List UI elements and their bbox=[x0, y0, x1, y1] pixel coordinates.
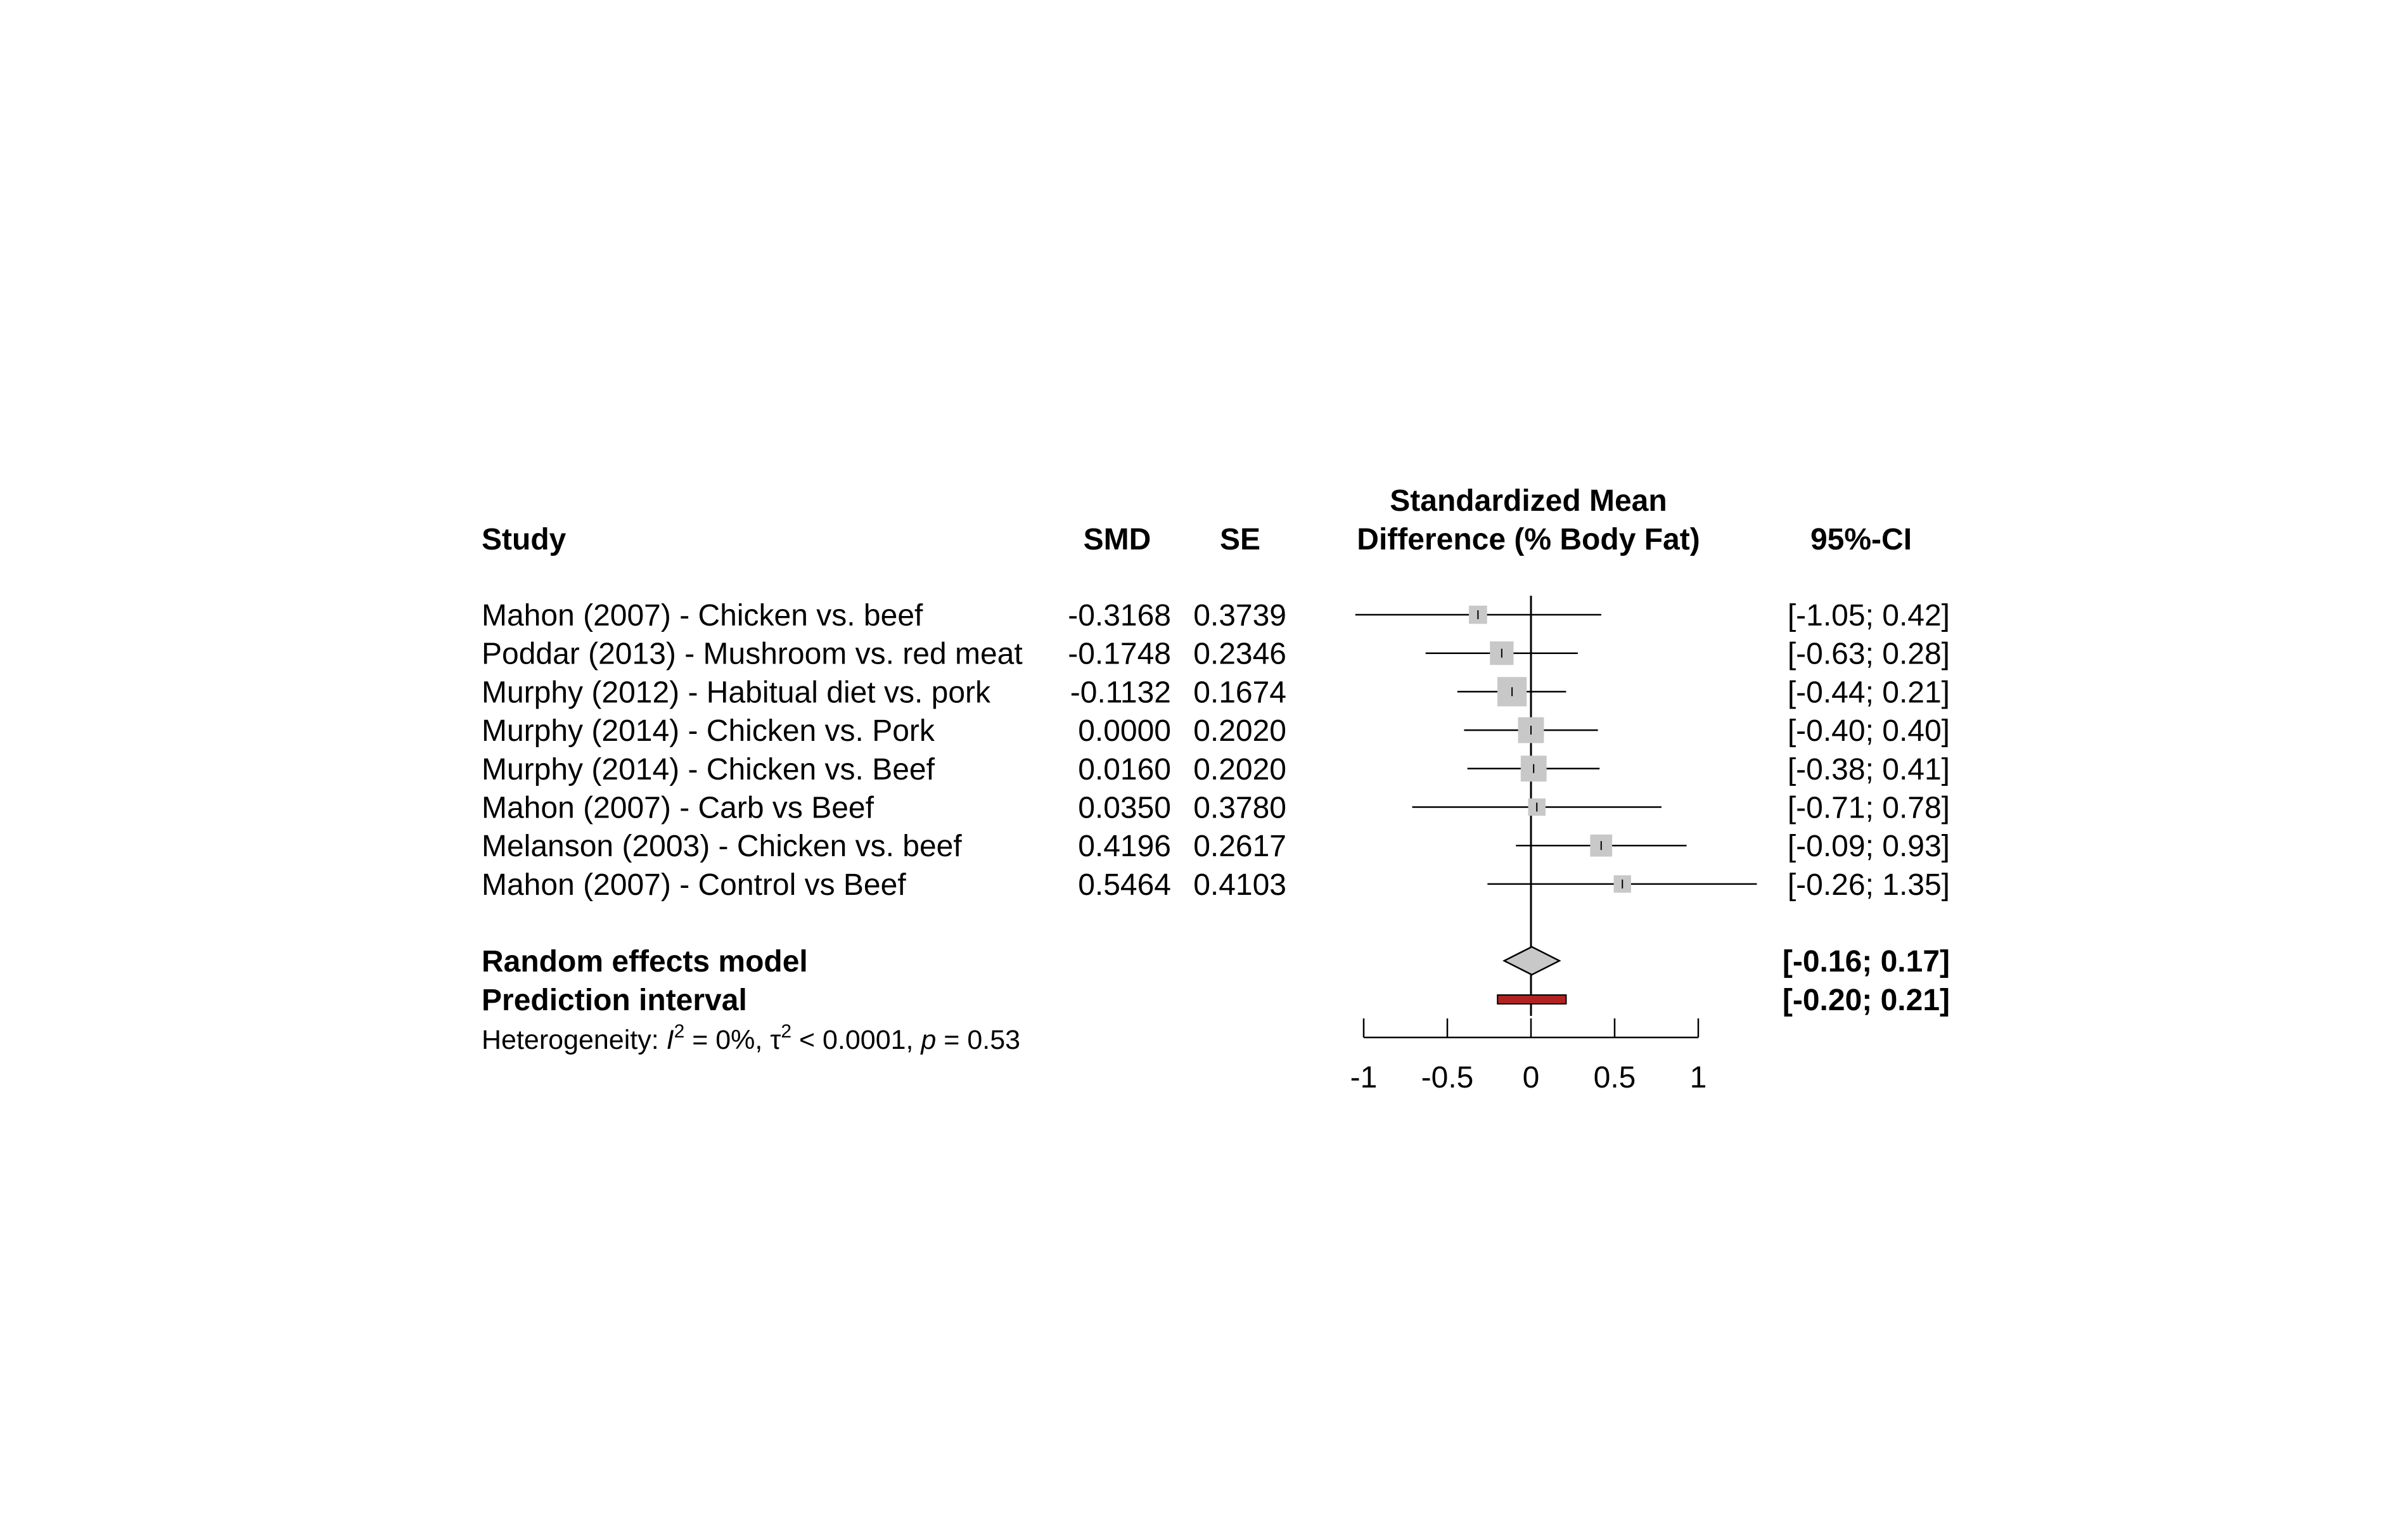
axis-tick-label: 0.5 bbox=[1593, 1061, 1636, 1094]
study-se: 0.1674 bbox=[1193, 676, 1286, 710]
header-study: Study bbox=[482, 523, 567, 556]
study-se: 0.2617 bbox=[1193, 830, 1286, 864]
study-ci: [-0.63; 0.28] bbox=[1787, 637, 1950, 671]
study-label: Murphy (2014) - Chicken vs. Beef bbox=[482, 752, 935, 786]
study-smd: -0.1748 bbox=[1068, 637, 1171, 671]
het-i-sup: 2 bbox=[674, 1021, 685, 1042]
prediction-ci: [-0.20; 0.21] bbox=[1782, 984, 1950, 1017]
summary-diamond bbox=[1504, 947, 1559, 975]
axis-tick-label: 1 bbox=[1689, 1061, 1707, 1094]
study-label: Melanson (2003) - Chicken vs. beef bbox=[482, 830, 962, 864]
het-tau-sup: 2 bbox=[781, 1021, 791, 1042]
header-smd: SMD bbox=[1083, 523, 1151, 556]
study-smd: -0.3168 bbox=[1068, 599, 1171, 632]
het-prefix: Heterogeneity: bbox=[482, 1025, 667, 1055]
het-tau-symbol: τ bbox=[770, 1025, 781, 1055]
study-se: 0.2020 bbox=[1193, 752, 1286, 786]
study-ci: [-0.38; 0.41] bbox=[1787, 752, 1950, 786]
study-ci: [-0.40; 0.40] bbox=[1787, 714, 1950, 748]
study-label: Mahon (2007) - Control vs Beef bbox=[482, 868, 906, 902]
study-rows bbox=[482, 599, 1950, 902]
study-se: 0.3739 bbox=[1193, 599, 1286, 632]
study-se: 0.2346 bbox=[1193, 637, 1286, 671]
summary-ci: [-0.16; 0.17] bbox=[1782, 945, 1950, 979]
study-ci: [-1.05; 0.42] bbox=[1787, 599, 1950, 632]
study-ci: [-0.44; 0.21] bbox=[1787, 676, 1950, 710]
plot-marks bbox=[1355, 596, 1757, 1016]
summary-label: Random effects model bbox=[482, 945, 808, 979]
axis-tick-label: -1 bbox=[1350, 1061, 1378, 1094]
study-label: Poddar (2013) - Mushroom vs. red meat bbox=[482, 637, 1023, 671]
study-smd: 0.0160 bbox=[1078, 752, 1171, 786]
study-smd: 0.5464 bbox=[1078, 868, 1171, 902]
header-ci: 95%-CI bbox=[1810, 523, 1912, 556]
het-i-value: = 0%, bbox=[684, 1025, 771, 1055]
prediction-label: Prediction interval bbox=[482, 984, 747, 1017]
x-axis bbox=[1350, 1018, 1707, 1094]
study-label: Murphy (2014) - Chicken vs. Pork bbox=[482, 714, 935, 748]
study-smd: 0.0350 bbox=[1078, 791, 1171, 825]
study-smd: 0.4196 bbox=[1078, 830, 1171, 864]
study-label: Murphy (2012) - Habitual diet vs. pork bbox=[482, 676, 991, 710]
study-se: 0.2020 bbox=[1193, 714, 1286, 748]
header-effect-line2: Difference (% Body Fat) bbox=[1357, 523, 1700, 556]
study-se: 0.3780 bbox=[1193, 791, 1286, 825]
study-smd: 0.0000 bbox=[1078, 714, 1171, 748]
header-effect-line1: Standardized Mean bbox=[1390, 484, 1667, 518]
study-label: Mahon (2007) - Chicken vs. beef bbox=[482, 599, 923, 632]
het-tau-value: < 0.0001, bbox=[791, 1025, 921, 1055]
heterogeneity-text bbox=[482, 1021, 1020, 1055]
study-label: Mahon (2007) - Carb vs Beef bbox=[482, 791, 874, 825]
het-p-value: = 0.53 bbox=[936, 1025, 1021, 1055]
study-ci: [-0.71; 0.78] bbox=[1787, 791, 1950, 825]
study-ci: [-0.09; 0.93] bbox=[1787, 830, 1950, 864]
study-ci: [-0.26; 1.35] bbox=[1787, 868, 1950, 902]
axis-tick-label: -0.5 bbox=[1421, 1061, 1474, 1094]
het-p-symbol: p bbox=[921, 1025, 937, 1055]
header-se: SE bbox=[1219, 523, 1261, 556]
study-smd: -0.1132 bbox=[1070, 676, 1171, 710]
study-se: 0.4103 bbox=[1193, 868, 1286, 902]
axis-tick-label: 0 bbox=[1522, 1061, 1540, 1094]
prediction-bar bbox=[1497, 995, 1566, 1004]
het-i-symbol: I bbox=[666, 1025, 674, 1055]
